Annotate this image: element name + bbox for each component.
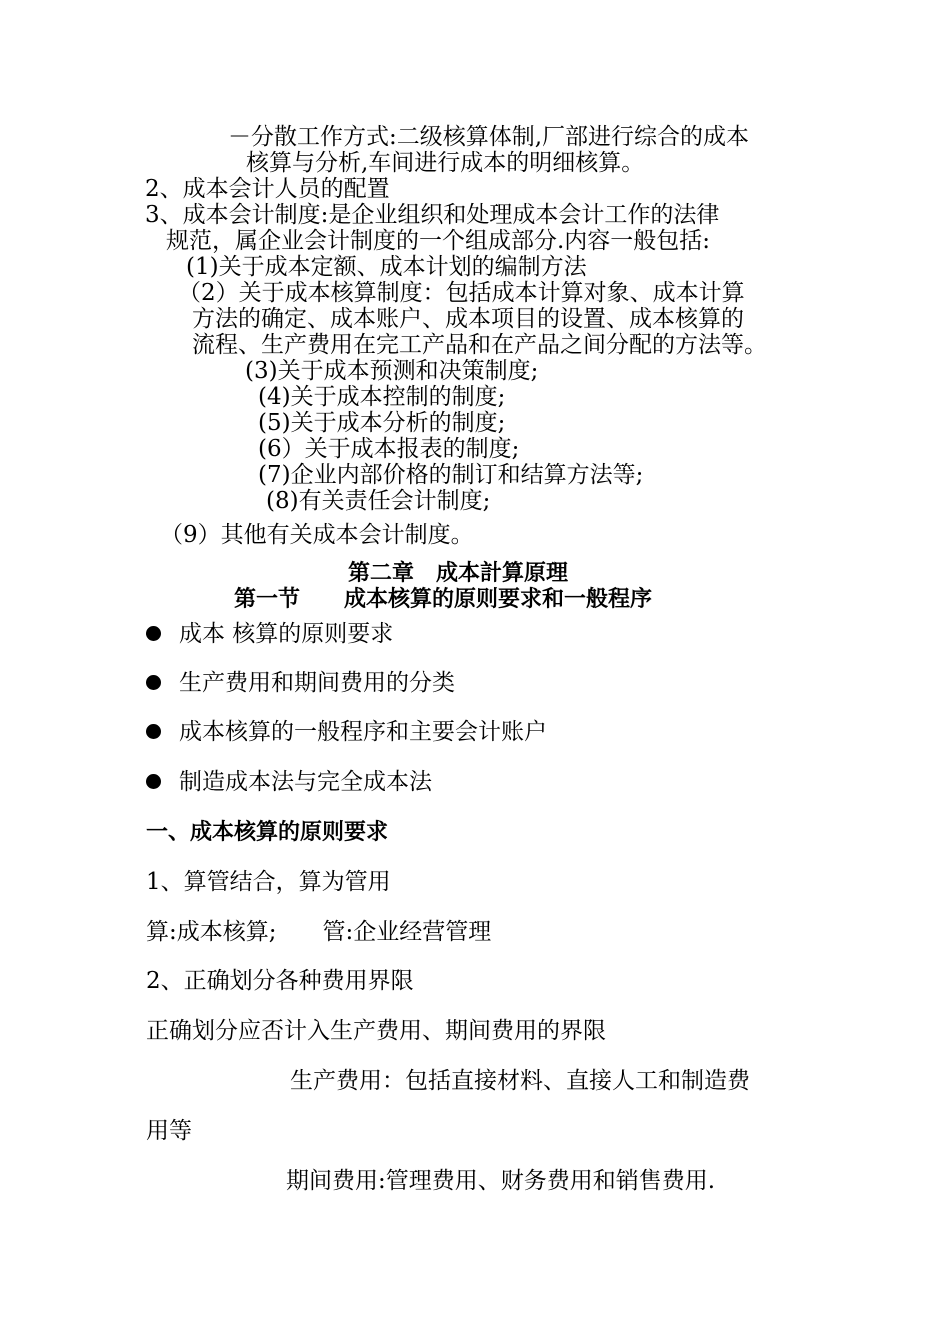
text-line: 2、正确划分各种费用界限 [146,968,414,994]
text-line: 方法的确定、成本账户、成本项目的设置、成本核算的 [192,306,744,332]
text-line: (5)关于成本分析的制度; [258,410,506,436]
text-line: 期间费用:管理费用、财务费用和销售费用. [286,1168,716,1194]
list-item [146,719,547,745]
text-line: 生产费用：包括直接材料、直接人工和制造费 [290,1068,750,1094]
text-line: －分散工作方式:二级核算体制,厂部进行综合的成本 [228,124,750,150]
text-line: （2）关于成本核算制度：包括成本计算对象、成本计算 [178,280,745,306]
list-item [146,670,455,696]
list-item [146,769,432,795]
bullet-icon [146,626,161,641]
text-line: 算:成本核算; 管:企业经营管理 [146,919,492,945]
list-item-label: 生产费用和期间费用的分类 [179,670,455,696]
text-line: 用等 [146,1118,192,1144]
text-line: (7)企业内部价格的制订和结算方法等; [258,462,644,488]
text-line: (4)关于成本控制的制度; [258,384,506,410]
bullet-icon [146,724,161,739]
text-line: （9）其他有关成本会计制度。 [160,522,474,548]
text-line: (3)关于成本预测和决策制度; [245,358,539,384]
list-item-label: 成本 核算的原则要求 [179,621,394,647]
text-line: 规范，属企业会计制度的一个组成部分.内容一般包括: [166,228,711,254]
list-item-label: 成本核算的一般程序和主要会计账户 [179,719,547,745]
text-line: 流程、生产费用在完工产品和在产品之间分配的方法等。 [192,332,767,358]
text-line: 正确划分应否计入生产费用、期间费用的界限 [146,1018,606,1044]
text-line: (6）关于成本报表的制度; [258,436,520,462]
text-line: 3、成本会计制度:是企业组织和处理成本会计工作的法律 [145,202,720,228]
section-title: 第一节 成本核算的原则要求和一般程序 [234,587,653,612]
text-line: 核算与分析,车间进行成本的明细核算。 [246,150,645,176]
bullet-icon [146,774,161,789]
heading-1: 一、成本核算的原则要求 [146,820,389,845]
chapter-title: 第二章 成本計算原理 [348,561,569,586]
text-line: (8)有关责任会计制度; [266,488,491,514]
list-item-label: 制造成本法与完全成本法 [179,769,432,795]
text-line: 2、成本会计人员的配置 [145,176,390,202]
text-line: 1、算管结合，算为管用 [146,869,391,895]
text-line: (1)关于成本定额、成本计划的编制方法 [186,254,587,280]
bullet-icon [146,675,161,690]
list-item [146,621,393,647]
